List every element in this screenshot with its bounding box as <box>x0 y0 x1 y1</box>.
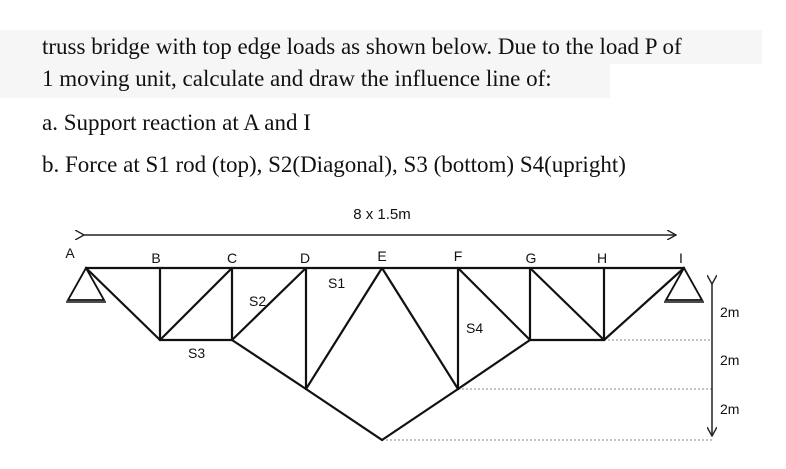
height-label: 2m <box>720 304 740 320</box>
support-i <box>664 268 704 302</box>
node-label-a: A <box>65 245 75 261</box>
bottom-chord <box>604 268 684 340</box>
span-label: 8 x 1.5m <box>353 206 411 223</box>
problem-line-3: a. Support reaction at A and I <box>42 110 311 135</box>
diagonal-member <box>382 268 458 389</box>
node-label-c: C <box>226 250 238 266</box>
bottom-chord <box>382 389 458 440</box>
node-label-e: E <box>377 248 387 264</box>
truss-members <box>86 268 684 440</box>
height-label: 2m <box>720 352 740 368</box>
problem-line-1: truss bridge with top edge loads as shown below. Due to the load P of <box>42 34 682 59</box>
node-label-b: B <box>151 250 161 266</box>
node-label-h: H <box>596 250 608 266</box>
problem-line-4: b. Force at S1 rod (top), S2(Diagonal), S3 (bottom) S4(upright) <box>42 152 626 177</box>
height-label: 2m <box>720 401 740 417</box>
node-label-i: I <box>679 250 683 266</box>
bottom-chord <box>86 268 160 340</box>
bottom-chord <box>232 340 306 389</box>
level-guides <box>382 340 712 440</box>
height-labels <box>720 304 739 417</box>
bottom-chord <box>306 389 382 440</box>
diagonal-member <box>232 268 306 340</box>
member-label-s1: S1 <box>328 275 346 291</box>
member-label-s4: S4 <box>466 320 484 336</box>
node-labels <box>65 245 683 266</box>
node-label-g: G <box>525 250 537 266</box>
member-label-s2: S2 <box>249 293 267 309</box>
support-a <box>66 268 106 302</box>
node-label-d: D <box>299 250 311 266</box>
bottom-chord <box>458 340 530 389</box>
problem-line-2: 1 moving unit, calculate and draw the influence line of: <box>42 66 552 91</box>
diagonal-member <box>530 268 604 340</box>
member-label-s3: S3 <box>188 345 206 361</box>
diagonal-member-s2 <box>160 268 232 340</box>
node-label-f: F <box>453 248 463 264</box>
